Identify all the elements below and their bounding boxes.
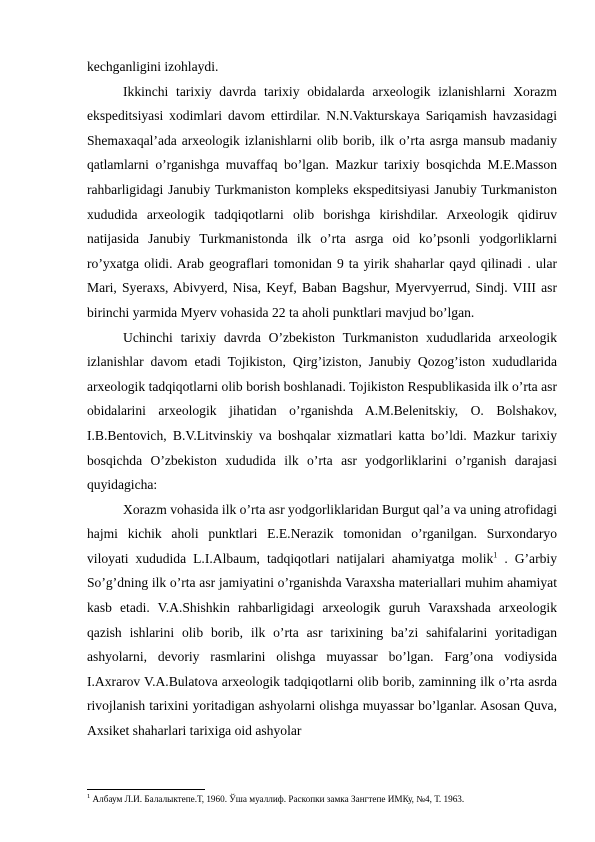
paragraph-text-after-footnote: . G’arbiy So’g’dning ilk o’rta asr jamiyatini o’rganishda Varaxsha materiallari muhim ahamiyat kasb etadi. V.A.Shishkin rahbarligidagi arxeologik guruh Varaxshada arxeologik qazish ishlarini olib borib, ilk o’rta asr tarixining ba’zi sahifalarini yoritadigan ashyolarni, devoriy rasmlarini olishga muyassar bo’lgan. Farg’ona vodiysida I.Axrarov V.A.Bulatova arxeologik tadqiqotlarni olib borib, zaminning ilk o’rta asrda rivojlanish tarixini yoritadigan ashyolarni olishga muyassar bo’lganlar. Asosan Quva, Axsiket shaharlari tarixiga oid ashyolar xyxy=(87,550,557,739)
footnote-divider xyxy=(87,789,205,790)
paragraph-second-period: Ikkinchi tarixiy davrda tarixiy obidalarda arxeologik izlanishlarni Xorazm ekspeditsiyasi xodimlari davom ettirdilar. N.N.Vakturskaya Sariqamish havzasidagi Shemaxaqal’ada arxeologik izlanishlarni olib borib, ilk o’rta asrga mansub madaniy qatlamlarni o’rganishga muvaffaq bo’lgan. Mazkur tarixiy bosqichda M.E.Masson rahbarligidagi Janubiy Turkmaniston kompleks ekspeditsiyasi Janubiy Turkmaniston xududida arxeologik tadqiqotlarni olib borishga kirishdilar. Arxeologik qidiruv natijasida Janubiy Turkmanistonda ilk o’rta asrga oid ko’psonli yodgorliklarni ro’yxatga olidi. Arab geograflari tomonidan 9 ta yirik shaharlar qayd qilinadi . ular Mari, Syeraxs, Abivyerd, Nisa, Keyf, Baban Bagshur, Myervyerrud, Sindj. VIII asr birinchi yarmida Myerv vohasida 22 ta aholi punktlari mavjud bo’lgan. xyxy=(87,83,557,320)
paragraph-uzbekistan-sites xyxy=(87,498,557,744)
footnote-reference[interactable]: 1 xyxy=(493,550,498,560)
paragraph-continuation: kechganligini izohlaydi. xyxy=(87,59,219,74)
footnote-number: 1 xyxy=(87,792,91,800)
paragraph-text-before-footnote: Xorazm vohasida ilk o’rta asr yodgorliklaridan Burgut qal’a va uning atrofidagi hajmi kichik aholi punktlari E.E.Nerazik tomonidan o’rganilgan. Surxondaryo viloyati xududida L.I.Albaum, tadqiqotlari natijalari ahamiyatga molik xyxy=(87,501,557,566)
paragraph-third-period: Uchinchi tarixiy davrda O’zbekiston Turkmaniston xududlarida arxeologik izlanishlar davom etadi Tojikiston, Qirg’iziston, Janubiy Qozog’iston xududlarida arxeologik tadqiqotlarni olib borish boshlanadi. Tojikiston Respublikasida ilk o’rta asr obidalarini arxeologik jihatidan o’rganishda A.M.Belenitskiy, O. Bolshakov, I.B.Bentovich, B.V.Litvinskiy va boshqalar xizmatlari katta bo’ldi. Mazkur tarixiy bosqichda O’zbekiston xududida ilk o’rta asr yodgorliklarini o’rganish darajasi quyidagicha: xyxy=(87,329,557,493)
footnote xyxy=(87,793,557,805)
document-body xyxy=(87,55,557,744)
footnote-text: Албаум Л.И. Балалыктепе.Т, 1960. Ўша муаллиф. Раскопки замка Зангтепе ИМКу, №4, Т. 1963. xyxy=(90,794,465,804)
